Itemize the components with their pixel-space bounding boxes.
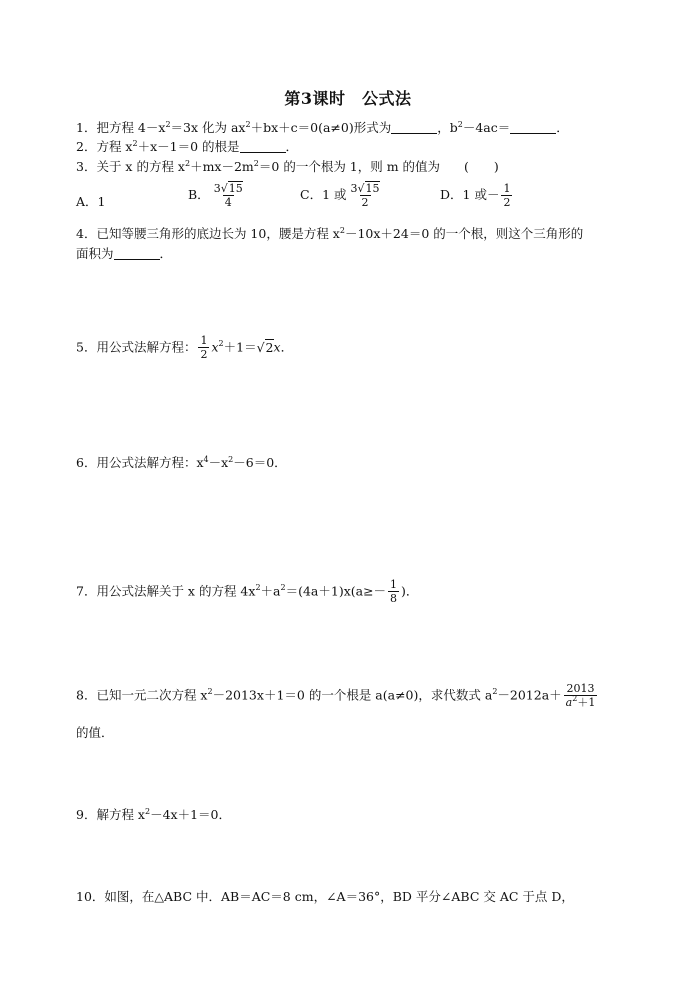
option-b[interactable]: B． $\frac{3√15}{4}$ bbox=[188, 182, 243, 209]
question-3-options bbox=[76, 182, 656, 222]
answer-blank[interactable] bbox=[510, 121, 556, 134]
option-d[interactable]: D．1 或－ $\frac{1}{2}$ bbox=[440, 182, 511, 209]
question-7: 7．用公式法解关于 x 的方程 $4x^2+a^2=(4a+1)x(a\ge-$ $\frac{1}{8}$ )． bbox=[76, 578, 419, 605]
question-8-line-2: 的值． bbox=[76, 725, 114, 740]
answer-blank[interactable] bbox=[114, 247, 160, 260]
option-a[interactable]: A．1 bbox=[76, 194, 106, 209]
page-title: 第3课时 公式法 bbox=[284, 89, 412, 108]
question-8: 8．已知一元二次方程 $x^2-2013x+1=0$ 的一个根是 a(a≠0)，求代数式 $a^2-2012a+$ $\frac{2013}{a^2+1}$ bbox=[76, 682, 596, 709]
question-1: 1．把方程 $4-x^2=3x$ 化为 $ax^2+bx+c=0(a\ne 0)$形式为 ，$b^2-4ac=$ ． bbox=[76, 120, 569, 135]
question-4: 4．已知等腰三角形的底边长为 10，腰是方程 $x^2-10x+24=0$ 的一个根，则这个三角形的 bbox=[76, 226, 584, 241]
answer-blank[interactable] bbox=[240, 140, 286, 153]
question-5: 5．用公式法解方程： $\frac{1}{2}$ $x^2+1=√2x$． bbox=[76, 334, 294, 361]
answer-blank[interactable] bbox=[391, 121, 437, 134]
question-10: 10．如图，在△ABC 中．AB＝AC＝8 cm，∠A＝36°，BD 平分∠ABC 交 AC 于点 D， bbox=[76, 889, 574, 904]
question-9: 9．解方程 $x^2-4x+1=0$． bbox=[76, 807, 231, 822]
question-3: 3．关于 x 的方程 $x^2+mx-2m^2=0$ 的一个根为 1，则 m 的值为 ( ) bbox=[76, 159, 499, 174]
option-c[interactable]: C．1 或 $\frac{3√15}{2}$ bbox=[300, 182, 380, 209]
question-6: 6．用公式法解方程：$x^4-x^2-6=0$． bbox=[76, 455, 287, 470]
question-2: 2．方程 $x^2+x-1=0$ 的根是 ． bbox=[76, 139, 299, 154]
question-4-line-2: 面积为 ． bbox=[76, 246, 173, 261]
